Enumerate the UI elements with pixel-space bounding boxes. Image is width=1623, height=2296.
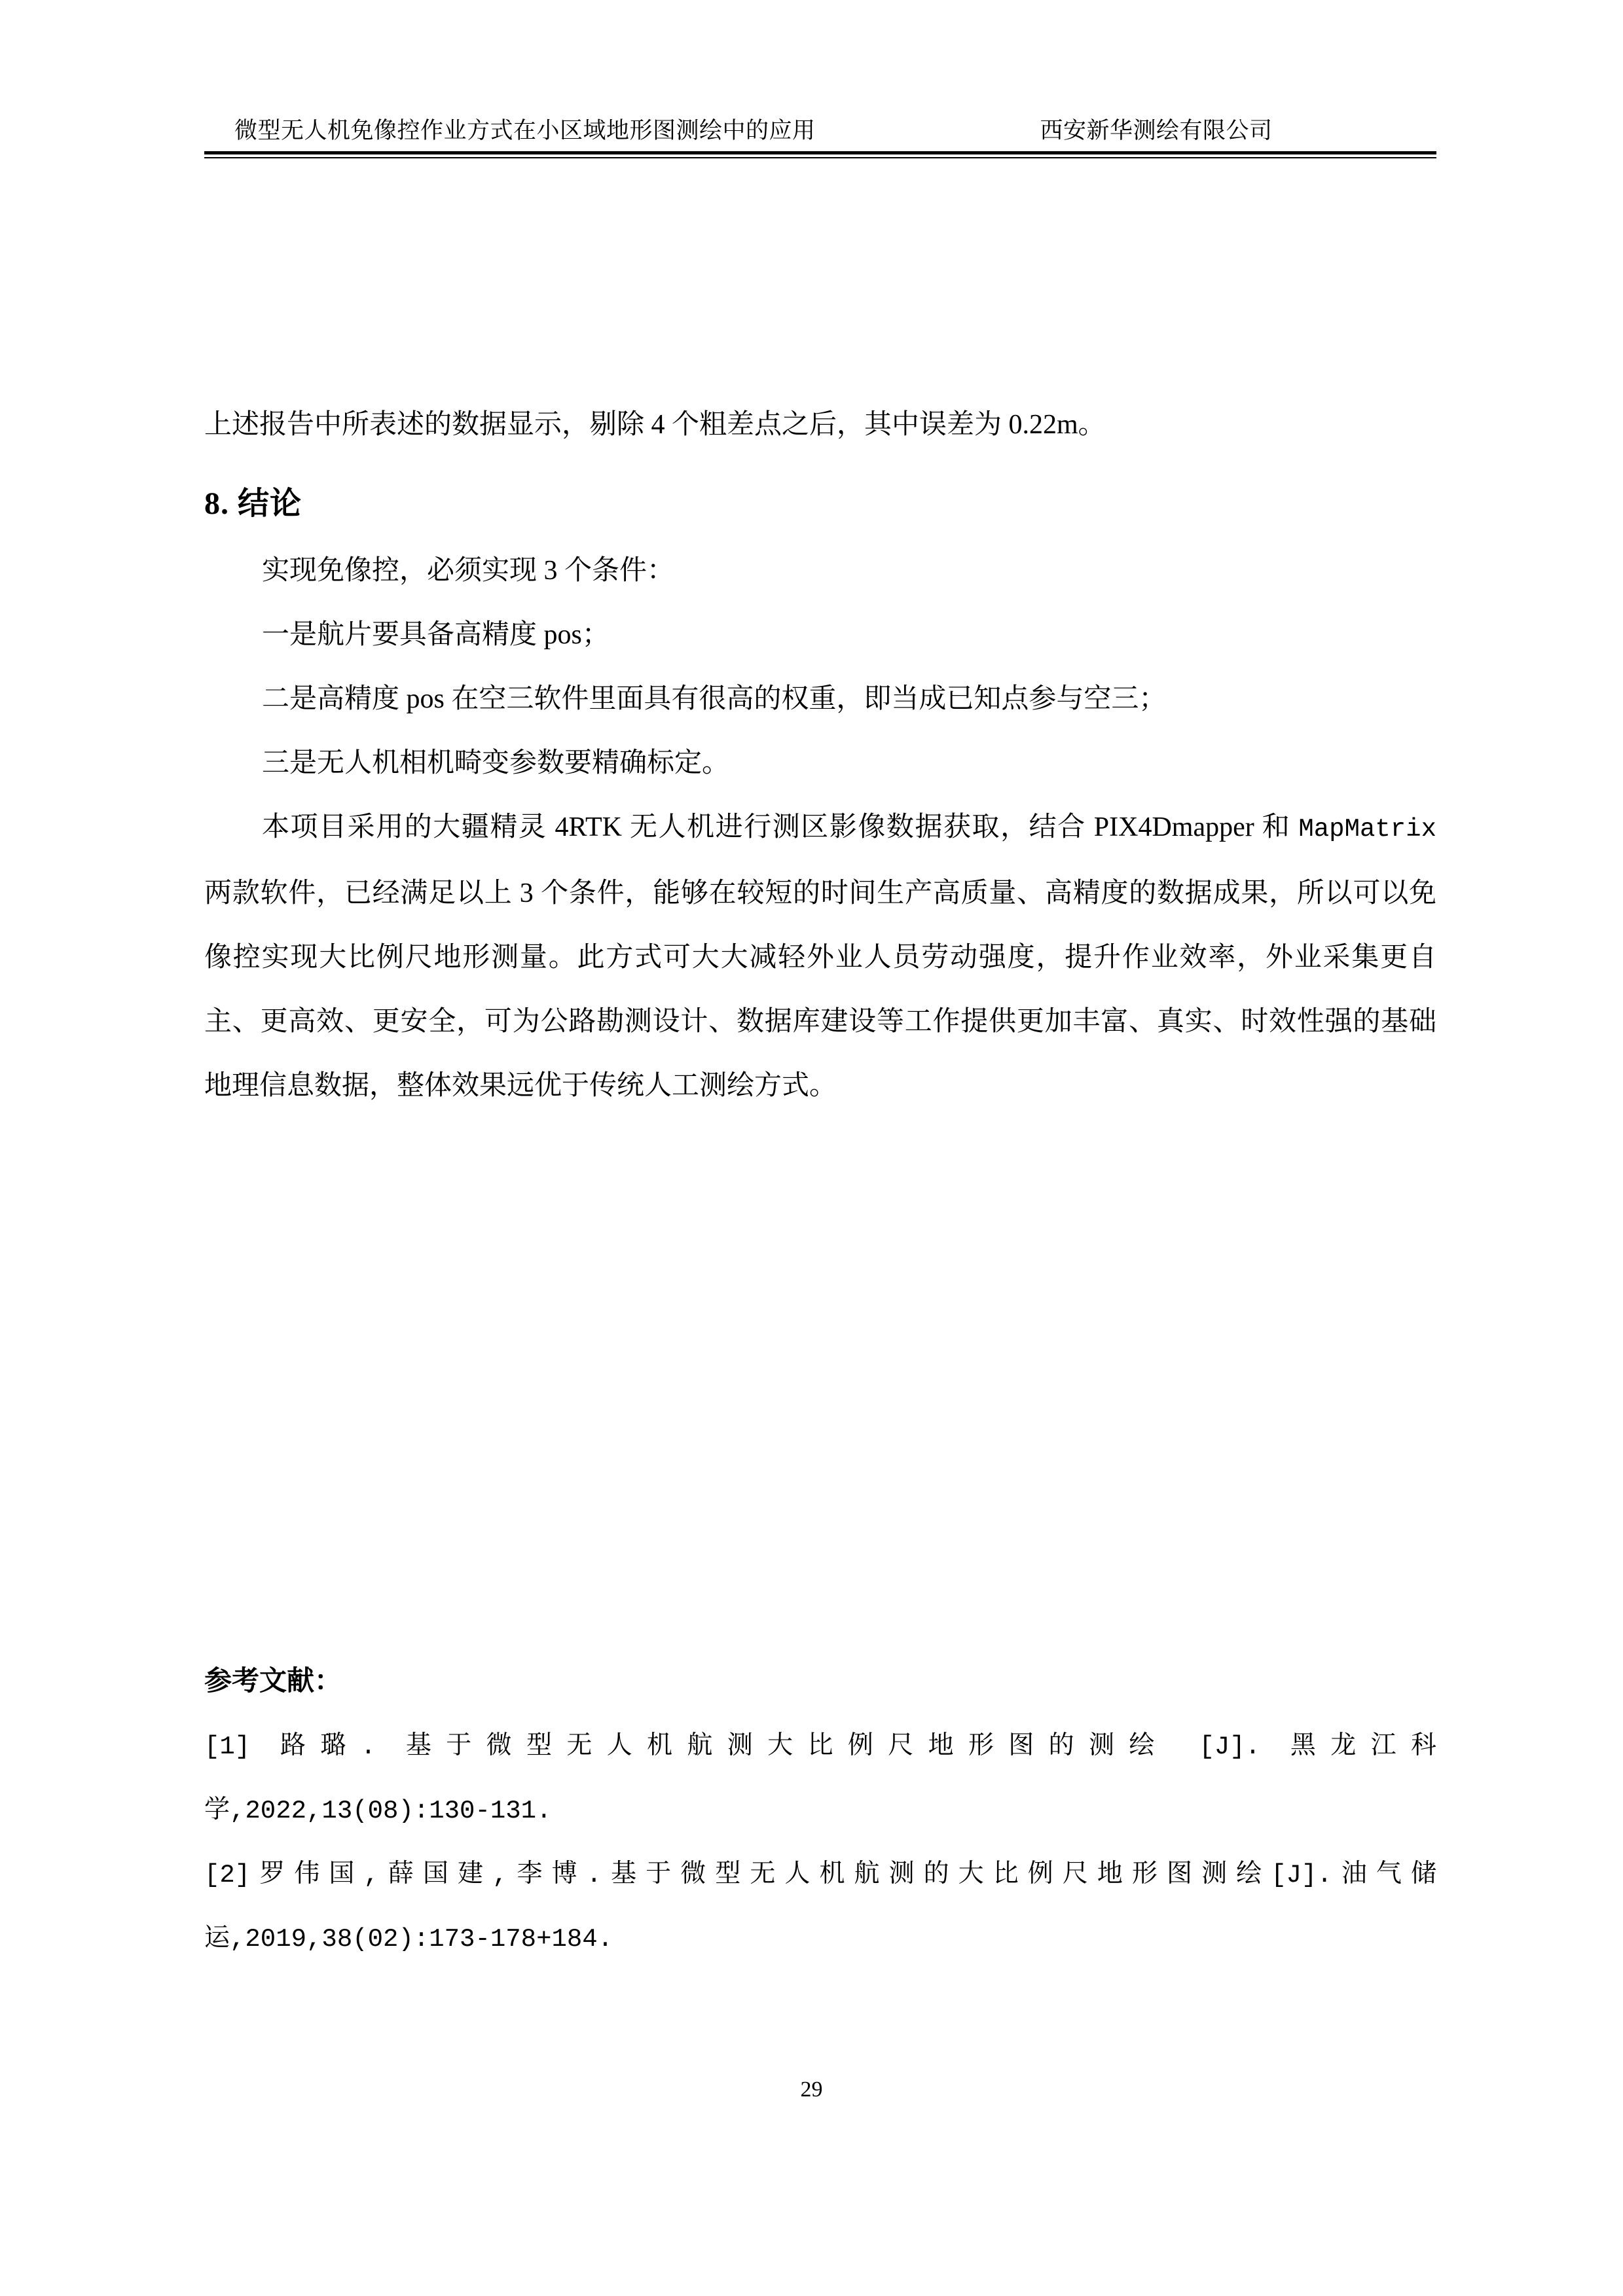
header-organization: 西安新华测绘有限公司 (1040, 118, 1273, 143)
condition-item-1: 一是航片要具备高精度 pos； (262, 620, 610, 651)
software-name-mapmatrix: MapMatrix (1298, 815, 1436, 844)
reference-1-line-2: 学,2022,13(08):130-131. (204, 1797, 552, 1825)
header-row (204, 119, 1436, 142)
reference-entry (204, 1843, 1436, 1971)
page-number: 29 (800, 2077, 823, 2102)
closing-paragraph-part1: 本项目采用的大疆精灵 4RTK 无人机进行测区影像数据获取，结合 PIX4Dmapper 和 (262, 812, 1299, 843)
closing-paragraph (204, 795, 1436, 1118)
closing-paragraph-part2: 两款软件，已经满足以上 3 个条件，能够在较短的时间生产高质量、高精度的数据成果，所以可以免像控实现大比例尺地形测量。此方式可大大减轻外业人员劳动强度，提升作业效率，外业采集更自主、更高效、更安全，可为公路勘测设计、数据库建设等工作提供更加丰富、真实、时效性强的基础地理信息数据，整体效果远优于传统人工测绘方式。 (204, 878, 1436, 1102)
references-section (204, 1652, 1436, 1971)
condition-item-2: 二是高精度 pos 在空三软件里面具有很高的权重，即当成已知点参与空三； (262, 684, 1167, 715)
header-document-title: 微型无人机免像控作业方式在小区域地形图测绘中的应用 (234, 118, 816, 143)
reference-entry (204, 1715, 1436, 1843)
condition-item-3: 三是无人机相机畸变参数要精确标定。 (262, 748, 730, 779)
lead-paragraph: 上述报告中所表述的数据显示，剔除 4 个粗差点之后，其中误差为 0.22m。 (204, 410, 1106, 440)
references-heading: 参考文献： (204, 1666, 342, 1696)
reference-1-line-1: [1] 路璐. 基于微型无人机航测大比例尺地形图的测绘 [J]. 黑龙江科 (204, 1732, 1436, 1761)
page-header (204, 119, 1436, 158)
page-footer (0, 2079, 1623, 2101)
reference-2-line-1: [2]罗伟国,薛国建,李博.基于微型无人机航测的大比例尺地形图测绘[J].油气储 (204, 1861, 1436, 1890)
page-content (204, 393, 1436, 1118)
conditions-intro-line: 实现免像控，必须实现 3 个条件： (262, 556, 675, 586)
reference-2-line-2: 运,2019,38(02):173-178+184. (204, 1925, 613, 1954)
section-heading-conclusion: 8. 结论 (204, 486, 302, 521)
header-divider-rule (204, 151, 1436, 158)
